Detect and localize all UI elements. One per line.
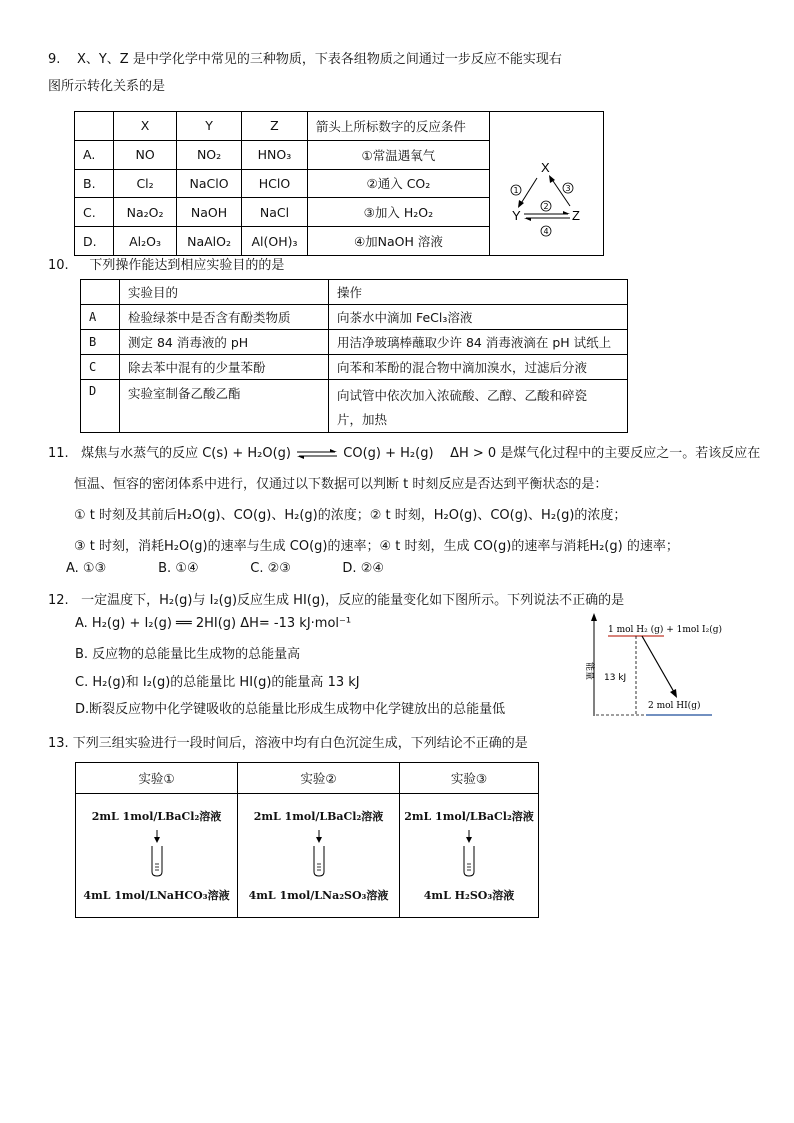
q9-arrowhead-1 bbox=[518, 200, 524, 208]
q9-diagram-cell bbox=[489, 112, 603, 256]
table-row: B 测定 84 消毒液的 pH 用洁净玻璃棒蘸取少许 84 消毒液滴在 pH 试纸上 bbox=[81, 330, 628, 355]
q9-diagram-x: X bbox=[540, 160, 550, 175]
q11-option-d: D. ②④ bbox=[342, 561, 385, 576]
q13-table bbox=[75, 762, 539, 918]
q12-stem-text: 一定温度下，H₂(g)与 I₂(g)反应生成 HI(g)，反应的能量变化如下图所示。下列说法不正确的是 bbox=[81, 593, 625, 608]
exp3-bottom-reagent: 4mL H₂SO₃溶液 bbox=[423, 889, 515, 902]
q11-reactants: 煤焦与水蒸气的反应 C(s) + H₂O(g) bbox=[81, 446, 291, 461]
q11-option-a: A. ①③ bbox=[66, 561, 107, 576]
q11-options bbox=[66, 561, 384, 576]
q13-experiment-row bbox=[76, 794, 539, 918]
q9-diagram-y: Y bbox=[511, 208, 521, 223]
q11-condition-1-2: ① t 时刻及其前后H₂O(g)、CO(g)、H₂(g)的浓度；② t 时刻，H₂O(g)、CO(g)、H₂(g)的浓度； bbox=[74, 508, 627, 523]
q9-conversion-diagram bbox=[490, 112, 603, 252]
exp1-top-reagent: 2mL 1mol/LBaCl₂溶液 bbox=[91, 810, 222, 823]
q12-option-c: C. H₂(g)和 I₂(g)的总能量比 HI(g)的能量高 13 kJ bbox=[75, 675, 360, 690]
q11-condition-3-4: ③ t 时刻，消耗H₂O(g)的速率与生成 CO(g)的速率；④ t 时刻，生成 CO(g)的速率与消耗H₂(g) 的速率； bbox=[74, 539, 679, 554]
q13-table-header: 实验① 实验② 实验③ bbox=[76, 763, 539, 794]
experiment-3 bbox=[400, 794, 539, 918]
reaction-arrowhead bbox=[670, 689, 677, 698]
test-tube-icon bbox=[149, 830, 165, 878]
product-label: 2 mol HI(g) bbox=[648, 701, 701, 711]
q12-option-d: D.断裂反应物中化学键吸收的总能量比形成生成物中化学键放出的总能量低 bbox=[75, 702, 506, 717]
reaction-arrow bbox=[642, 636, 674, 692]
q11-products: CO(g) + H₂(g) bbox=[343, 446, 434, 461]
q12-stem bbox=[48, 589, 624, 608]
q9-stem-line1: X、Y、Z 是中学化学中常见的三种物质，下表各组物质之间通过一步反应不能实现右 bbox=[76, 52, 562, 67]
exp1-bottom-reagent: 4mL 1mol/LNaHCO₃溶液 bbox=[83, 889, 230, 902]
q12-option-b: B. 反应物的总能量比生成物的总能量高 bbox=[75, 647, 301, 662]
test-tube-icon bbox=[461, 830, 477, 878]
exp2-top-reagent: 2mL 1mol/LBaCl₂溶液 bbox=[253, 810, 384, 823]
q9-stem-line2: 图所示转化关系的是 bbox=[48, 79, 166, 94]
delta-label: 13 kJ bbox=[604, 673, 627, 683]
q9-table bbox=[74, 111, 604, 256]
q12-energy-diagram bbox=[574, 612, 724, 720]
q11-stem-line2: 恒温、恒容的密闭体系中进行，仅通过以下数据可以判断 t 时刻反应是否达到平衡状态的是： bbox=[74, 477, 608, 492]
exp2-bottom-reagent: 4mL 1mol/LNa₂SO₃溶液 bbox=[248, 889, 389, 902]
q10-table bbox=[80, 279, 628, 433]
table-row: A 检验绿茶中是否含有酚类物质 向茶水中滴加 FeCl₃溶液 bbox=[81, 305, 628, 330]
table-row: C 除去苯中混有的少量苯酚 向苯和苯酚的混合物中滴加溴水，过滤后分液 bbox=[81, 355, 628, 380]
table-row: D 实验室制备乙酸乙酯 向试管中依次加入浓硫酸、乙醇、乙酸和碎瓷 片，加热 bbox=[81, 380, 628, 433]
q9-stem bbox=[48, 48, 562, 67]
test-tube-icon bbox=[311, 830, 327, 878]
q10-table-header: 实验目的 操作 bbox=[81, 280, 628, 305]
reactant-label: 1 mol H₂ (g) + 1mol I₂(g) bbox=[608, 625, 723, 635]
energy-axis-arrow bbox=[591, 613, 597, 621]
q9-table-header: X Y Z 箭头上所标数字的反应条件 X Y Z 1 3 2 4 bbox=[75, 112, 604, 141]
q9-label-3: 3 bbox=[565, 184, 571, 193]
q9-arrowhead-2 bbox=[563, 211, 570, 214]
q13-stem-text: . 下列三组实验进行一段时间后，溶液中均有白色沉淀生成，下列结论不正确的是 bbox=[64, 736, 528, 751]
q11-stem bbox=[48, 442, 760, 461]
q10-stem-text: 下列操作能达到相应实验目的的是 bbox=[89, 258, 285, 273]
table-row: A. NO NO₂ HNO₃ ①常温遇氧气 bbox=[75, 140, 604, 169]
energy-axis-label: 能量 bbox=[584, 662, 594, 681]
exp3-top-reagent: 2mL 1mol/LBaCl₂溶液 bbox=[404, 810, 534, 823]
q13-number: 13 bbox=[48, 736, 65, 751]
q9-number: 9. bbox=[48, 52, 61, 67]
q9-arrowhead-4 bbox=[524, 218, 531, 221]
table-row: B. Cl₂ NaClO HClO ②通入 CO₂ bbox=[75, 169, 604, 198]
q11-number: 11. bbox=[48, 446, 69, 461]
q9-arrow-x-to-y bbox=[520, 178, 537, 205]
table-row: D. Al₂O₃ NaAlO₂ Al(OH)₃ ④加NaOH 溶液 bbox=[75, 227, 604, 256]
q11-option-c: C. ②③ bbox=[250, 561, 291, 576]
experiment-2 bbox=[238, 794, 400, 918]
equilibrium-arrow-icon bbox=[295, 448, 339, 460]
q13-stem bbox=[48, 732, 528, 751]
q11-option-b: B. ①④ bbox=[158, 561, 199, 576]
q9-label-2: 2 bbox=[543, 202, 549, 211]
q12-option-a: A. H₂(g) + I₂(g) ══ 2HI(g) ΔH= -13 kJ·mol⁻¹ bbox=[75, 616, 352, 631]
q9-label-1: 1 bbox=[513, 186, 519, 195]
q12-number: 12. bbox=[48, 593, 69, 608]
q9-label-4: 4 bbox=[543, 227, 549, 236]
q10-number: 10. bbox=[48, 258, 69, 273]
table-row: C. Na₂O₂ NaOH NaCl ③加入 H₂O₂ bbox=[75, 198, 604, 227]
experiment-1 bbox=[76, 794, 238, 918]
q9-diagram-z: Z bbox=[571, 208, 580, 223]
q11-stem-rest: ΔH > 0 是煤气化过程中的主要反应之一。若该反应在 bbox=[450, 446, 761, 461]
q10-stem bbox=[48, 254, 284, 273]
